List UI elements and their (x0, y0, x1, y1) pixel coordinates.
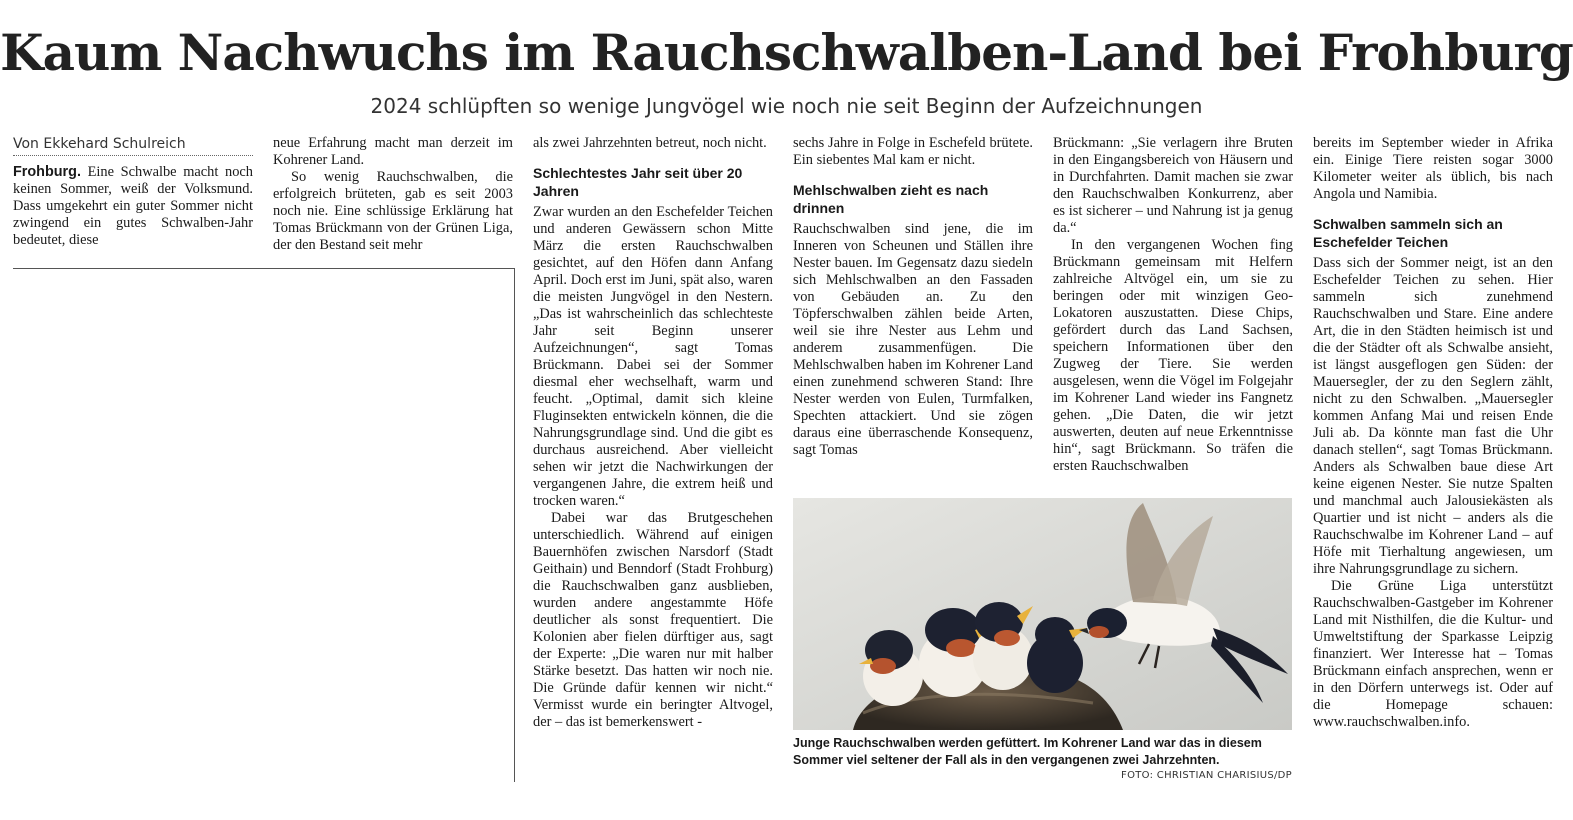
paragraph: Dass sich der Sommer neigt, ist an den Eschefelder Teichen zu sehen. Hier sammeln sich zunehmend Rauchschwalben und Stare. Eine andere Art, die in den Städten heimisch ist und die der Städter oft als Schwalbe ansieht, ist längst ausgeflogen gen Süden: der Mauersegler, der zu den Seglern zählt, nicht zu den Schwalben. „Mauersegler kommen Anfang Mai und reisen Ende Juli ab. Da könnte man fast die Uhr danach stellen“, sagt Tomas Brückmann. Anders als Schwalben baue diese Art keine eigenen Nester. Sie nutze Spalten und manchmal auch Jalousiekästen als Quartier und ist nicht – anders als die Rauchschwalbe im Kohrener Land – auf Höfe mit Tierhaltung angewiesen, um ihre Nahrungsgrundlage zu sichern. (1313, 255, 1553, 577)
paragraph-text: Eine Schwalbe macht noch keinen Sommer, weiß der Volksmund. Dass umgekehrt ein guter Sommer nicht zwingend ein gutes Schwalben-Jahr bedeutet, diese (13, 164, 253, 248)
article-column-6 (1313, 135, 1553, 731)
byline: Von Ekkehard Schulreich (13, 135, 253, 156)
subheading: Mehlschwalben zieht es nach drinnen (793, 182, 989, 216)
article-column-3 (533, 135, 773, 731)
headline: Kaum Nachwuchs im Rauchschwalben-Land bei Frohburg (0, 23, 1573, 82)
paragraph: In den vergangenen Wochen fing Brückmann gemeinsam mit Helfern zahlreiche Altvögel ein, um sie zu beringen oder mit winzigen Geo-Lokatoren auszustatten. Diese Chips, gefördert durch das Land Sachsen, speichern Informationen über den Zugweg der Tiere. Sie werden ausgelesen, wenn die Vögel im Folgejahr im Kohrener Land wieder ins Fangnetz gehen. „Die Daten, die wir jetzt auswerten, deuten auf neue Erkenntnisse hin“, sagt Brückmann. So träfen die ersten Rauchschwalben (1053, 237, 1293, 474)
article-column-5 (1053, 135, 1293, 475)
photo-caption: Junge Rauchschwalben werden gefüttert. Im Kohrener Land war das in diesem Sommer viel seltener der Fall als in den vergangenen zwei Jahrzehnten. (793, 736, 1262, 767)
paragraph (13, 164, 253, 249)
paragraph: Brückmann: „Sie verlagern ihre Bruten in den Eingangsbereich von Häusern und in Durchfahrten. Damit machen sie zwar den Rauchschwalben Konkurrenz, aber es ist sicherer – und Nahrung ist ja genug da.“ (1053, 135, 1293, 236)
paragraph: So wenig Rauchschwalben, die erfolgreich brüteten, gab es seit 2003 noch nie. Eine schlüssige Erklärung hat Tomas Brückmann von der Grünen Liga, der den Bestand seit mehr (273, 169, 513, 253)
paragraph: sechs Jahre in Folge in Eschefeld brütete. Ein siebentes Mal kam er nicht. (793, 135, 1033, 168)
paragraph: Rauchschwalben sind jene, die im Inneren von Scheunen und Ställen ihre Nester bauen. Im Gegensatz dazu siedeln sich Mehlschwalben an den Fassaden von Gebäuden an. Zu den Töpferschwalben zählen beide Arten, weil sie ihre Nester aus Lehm und anderem zusammenfügen. Die Mehlschwalben haben im Kohrener Land einen zunehmend schweren Stand: Ihre Nester werden von Eulen, Turmfalken, Spechten attackiert. Und sie zögen daraus eine überraschende Konsequenz, sagt Tomas (793, 221, 1033, 458)
paragraph: Dabei war das Brutgeschehen unterschiedlich. Während auf einigen Bauernhöfen zwischen Narsdorf (Stadt Geithain) und Benndorf (Stadt Frohburg) die Rauchschwalben ganz ausblieben, wurden andere angestammte Höfe deutlicher als sonst frequentiert. Die Kolonien aber fielen dürftiger aus, sagt der Experte: „Die waren nur mit halber Stärke besetzt. Das hatten wir noch nie. Die Gründe dafür kennen wir nicht.“ Vermisst wurde ein beringter Altvogel, der – das ist bemerkenswert - (533, 510, 773, 730)
paragraph: Zwar wurden an den Eschefelder Teichen und anderen Gewässern schon Mitte März die ersten Rauchschwalben gesichtet, auf den Höfen dann Anfang April. Doch erst im Juni, spät also, waren die meisten Jungvögel in den Nestern. „Das ist wahrscheinlich das schlechteste Jahr seit Beginn unserer Aufzeichnungen“, sagt Tomas Brückmann. Dabei sei der Sommer diesmal eher wechselhaft, warm und feucht. „Optimal, damit sich kleine Fluginsekten entwickeln können, die die Nahrungsgrundlage sind. Und die gibt es durchaus ausreichend. Aber vielleicht sehen wir jetzt die Nachwirkungen der vergangenen Jahre, die extrem heiß und trocken waren.“ (533, 204, 773, 509)
paragraph: bereits im September wieder in Afrika ein. Einige Tiere reisten sogar 3000 Kilometer weiter als üblich, bis nach Angola und Namibia. (1313, 135, 1553, 202)
column-divider-vertical (514, 268, 515, 782)
article-column-2 (273, 135, 513, 254)
column-divider-horizontal (13, 268, 514, 269)
paragraph: als zwei Jahrzehnten betreut, noch nicht. (533, 135, 767, 151)
article-column-4 (793, 135, 1033, 459)
subheading: Schlechtestes Jahr seit über 20 Jahren (533, 165, 743, 199)
dateline: Frohburg. (13, 164, 81, 180)
photo-illustration (793, 498, 1292, 730)
subheading: Schwalben sammeln sich an Eschefelder Teichen (1313, 216, 1503, 250)
paragraph: Die Grüne Liga unterstützt Rauchschwalben-Gastgeber im Kohrener Land mit Nisthilfen, die die Kultur- und Umweltstiftung der Sparkasse Leipzig finanziert. Wer Interesse hat – Tomas Brückmann einfach ansprechen, wenn er in den Dörfern unterwegs ist. Oder auf die Homepage schauen: www.rauchschwalben.info. (1313, 578, 1553, 730)
swallow-feeding-photo (793, 498, 1292, 730)
photo-credit: FOTO: CHRISTIAN CHARISIUS/DP (1121, 770, 1292, 781)
article-column-1 (13, 135, 253, 249)
subheadline: 2024 schlüpften so wenige Jungvögel wie noch nie seit Beginn der Aufzeichnungen (370, 94, 1203, 118)
paragraph: neue Erfahrung macht man derzeit im Kohrener Land. (273, 135, 513, 168)
